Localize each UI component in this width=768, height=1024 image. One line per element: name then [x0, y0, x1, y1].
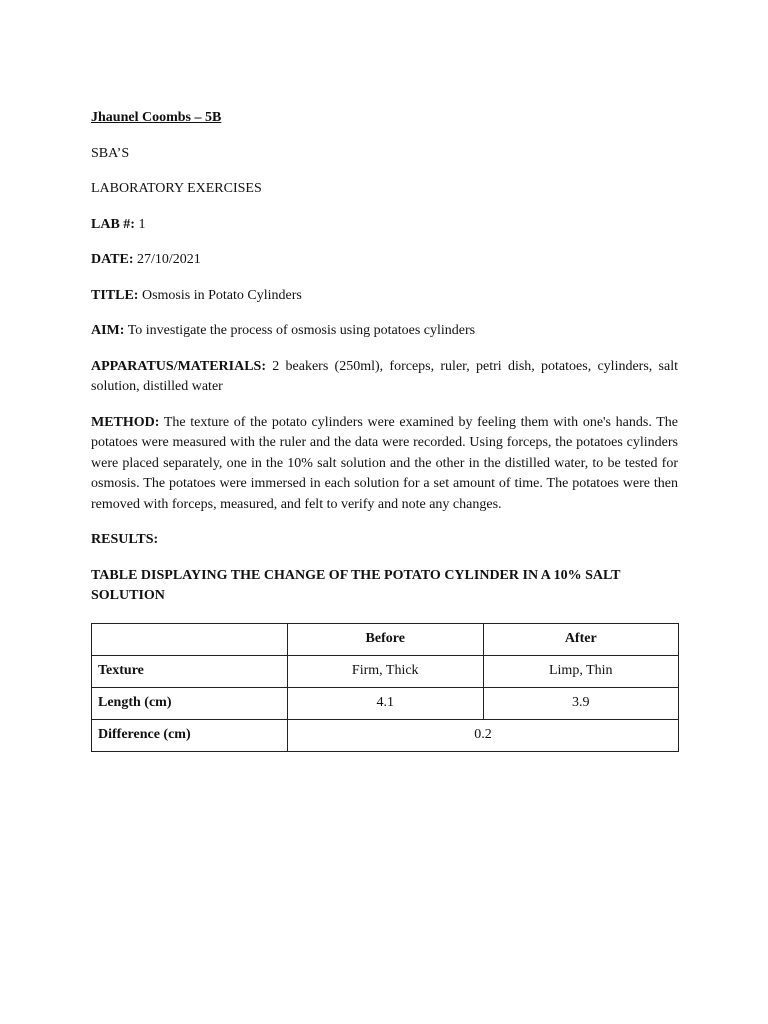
title-line: [91, 286, 678, 306]
header-cell-before: Before: [288, 623, 484, 655]
results-table: [91, 623, 679, 752]
title-value: Osmosis in Potato Cylinders: [141, 287, 302, 303]
title-label: TITLE:: [91, 287, 139, 303]
sba-heading: SBA’S: [91, 145, 130, 161]
row-label-length: Length (cm): [92, 687, 288, 719]
row-label-texture: Texture: [92, 655, 288, 687]
lab-number-label: LAB #:: [91, 216, 135, 232]
table-header-row: [92, 623, 679, 655]
aim-value: To investigate the process of osmosis using potatoes cylinders: [127, 323, 476, 338]
header-cell-after: After: [483, 623, 679, 655]
apparatus-value: 2 beakers (250ml), forceps, ruler, petri dish, potatoes, cylinders, salt solution, distilled water: [91, 358, 678, 394]
cell-length-after: 3.9: [483, 687, 679, 719]
header-cell-empty: [92, 623, 288, 655]
document-content: [91, 108, 678, 752]
aim-line: [91, 321, 678, 341]
date-line: [91, 250, 678, 270]
apparatus-paragraph: [91, 357, 678, 398]
table-row: [92, 719, 679, 751]
table-row: [92, 687, 679, 719]
cell-texture-after: Limp, Thin: [483, 655, 679, 687]
cell-length-before: 4.1: [288, 687, 484, 719]
lab-number-line: [91, 215, 678, 235]
method-value: The texture of the potato cylinders were examined by feeling them with one's hands. The potatoes were measured with the ruler and the data were recorded. Using forceps, the potatoes cylinders were placed separately, one in the 10% salt solution and the other in the distilled water, to be tested for osmosis. The potatoes were immersed in each solution for a set amount of time. The potatoes were then removed with forceps, measured, and felt to verify and note any changes.: [91, 414, 678, 512]
method-label: METHOD:: [91, 414, 160, 430]
lab-exercises-heading: LABORATORY EXERCISES: [91, 181, 262, 196]
cell-difference-value: 0.2: [288, 719, 679, 751]
student-name: Jhaunel Coombs – 5B: [91, 110, 222, 125]
table-row: [92, 655, 679, 687]
date-value: 27/10/2021: [137, 252, 201, 267]
apparatus-label: APPARATUS/MATERIALS:: [91, 358, 267, 374]
table-title: TABLE DISPLAYING THE CHANGE OF THE POTATO CYLINDER IN A 10% SALT SOLUTION: [91, 567, 621, 603]
cell-texture-before: Firm, Thick: [288, 655, 484, 687]
date-label: DATE:: [91, 252, 134, 267]
aim-label: AIM:: [91, 323, 125, 338]
method-paragraph: [91, 413, 678, 516]
lab-number-value: 1: [138, 216, 146, 232]
row-label-difference: Difference (cm): [92, 719, 288, 751]
results-heading: RESULTS:: [91, 532, 159, 547]
